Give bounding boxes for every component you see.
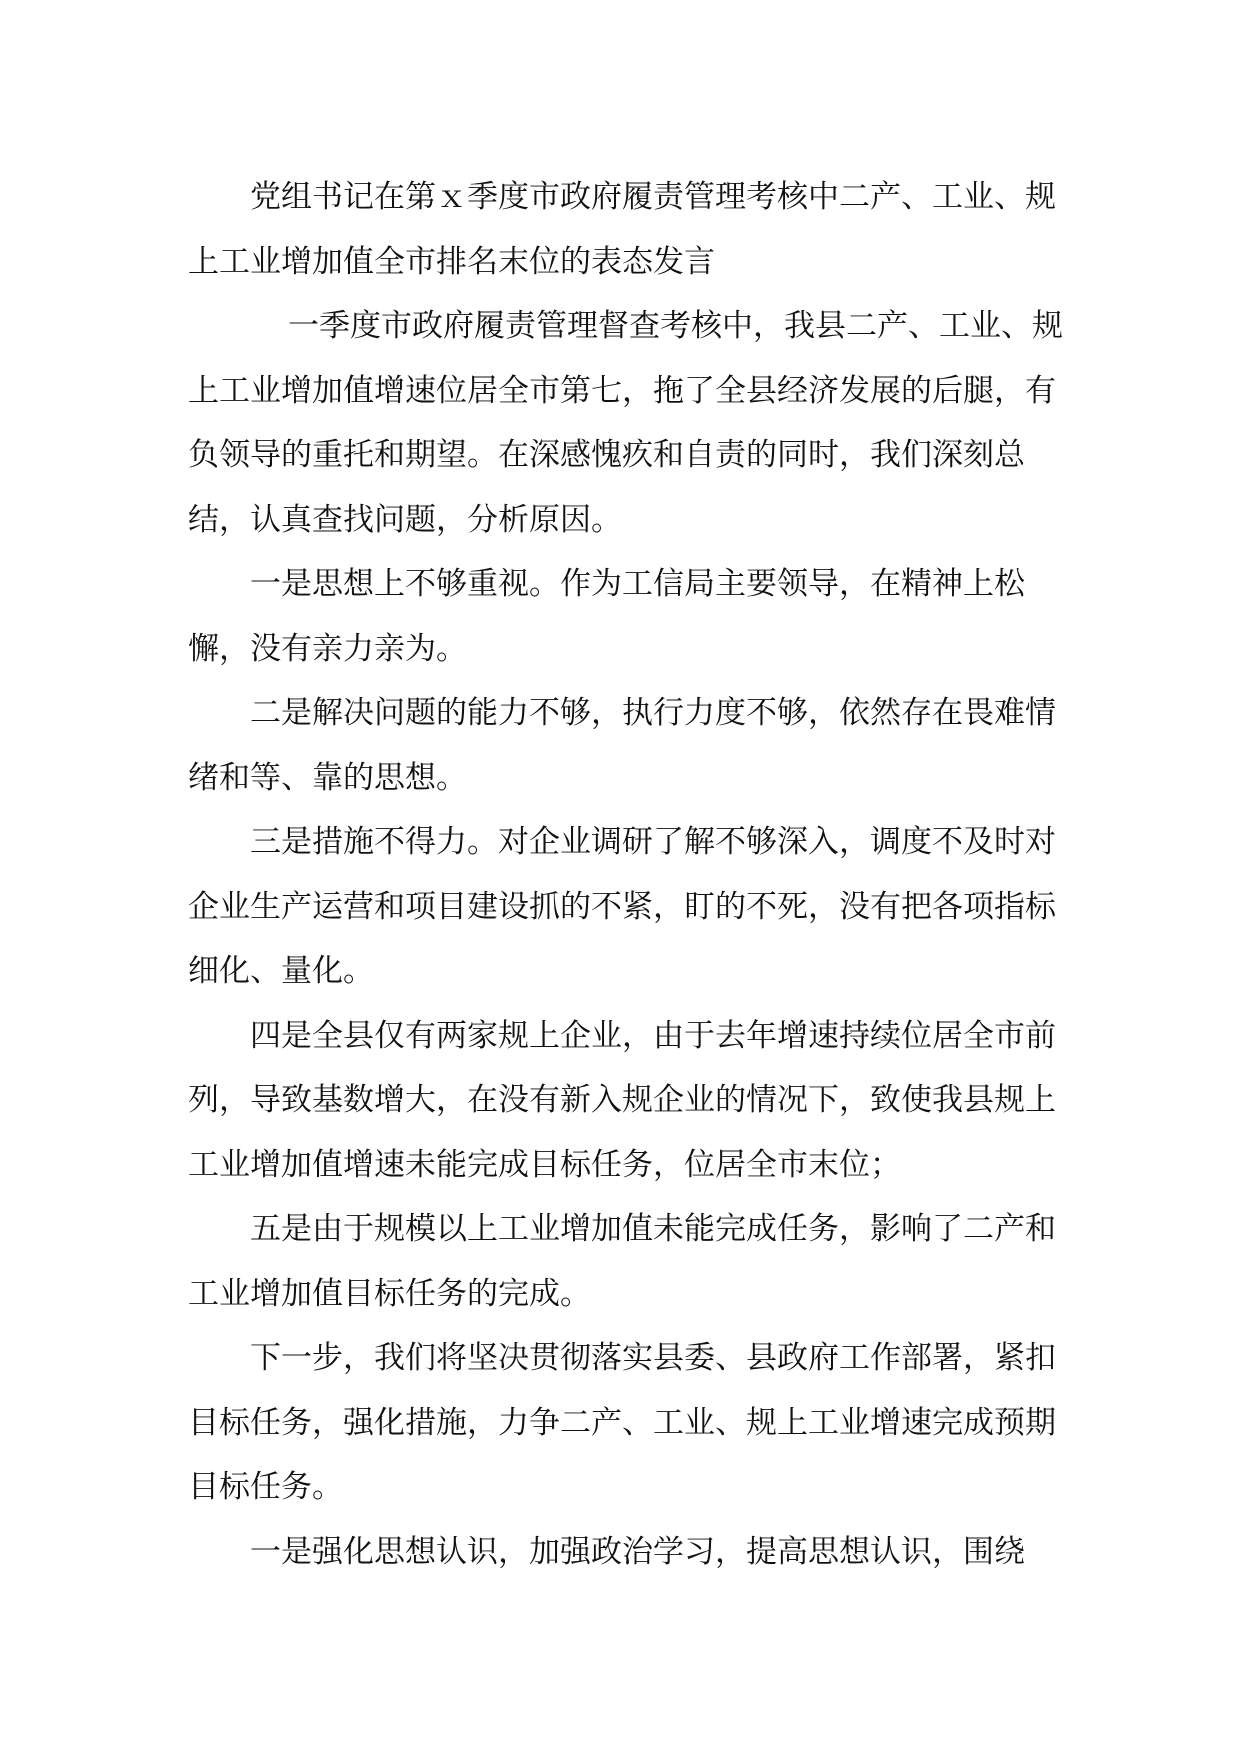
paragraph-reason-2: 二是解决问题的能力不够，执行力度不够，依然存在畏难情绪和等、靠的思想。 <box>188 695 1056 796</box>
paragraph-reason-3: 三是措施不得力。对企业调研了解不够深入，调度不及时对企业生产运营和项目建设抓的不紧，盯的不死，没有把各项指标细化、量化。 <box>188 824 1056 989</box>
paragraph-reason-4: 四是全县仅有两家规上企业，由于去年增速持续位居全市前列，导致基数增大，在没有新入规企业的情况下，致使我县规上工业增加值增速未能完成目标任务，位居全市末位； <box>188 1017 1056 1183</box>
paragraph-next-step: 下一步，我们将坚决贯彻落实县委、县政府工作部署，紧扣目标任务，强化措施，力争二产、工业、规上工业增速完成预期目标任务。 <box>188 1340 1056 1505</box>
paragraph-intro: 一季度市政府履责管理督查考核中，我县二产、工业、规上工业增加值增速位居全市第七，拖了全县经济发展的后腿，有负领导的重托和期望。在深感愧疚和自责的同时，我们深刻总结，认真查找问题，分析原因。 <box>188 308 1063 538</box>
paragraph-reason-1: 一是思想上不够重视。作为工信局主要领导，在精神上松懈，没有亲力亲为。 <box>188 566 1025 667</box>
document-page <box>188 165 1070 1584</box>
paragraph-measure-1: 一是强化思想认识，加强政治学习，提高思想认识，围绕 <box>250 1533 1025 1570</box>
document-title: 党组书记在第ｘ季度市政府履责管理考核中二产、工业、规上工业增加值全市排名末位的表态发言 <box>188 179 1056 280</box>
paragraph-reason-5: 五是由于规模以上工业增加值未能完成任务，影响了二产和工业增加值目标任务的完成。 <box>188 1211 1056 1312</box>
